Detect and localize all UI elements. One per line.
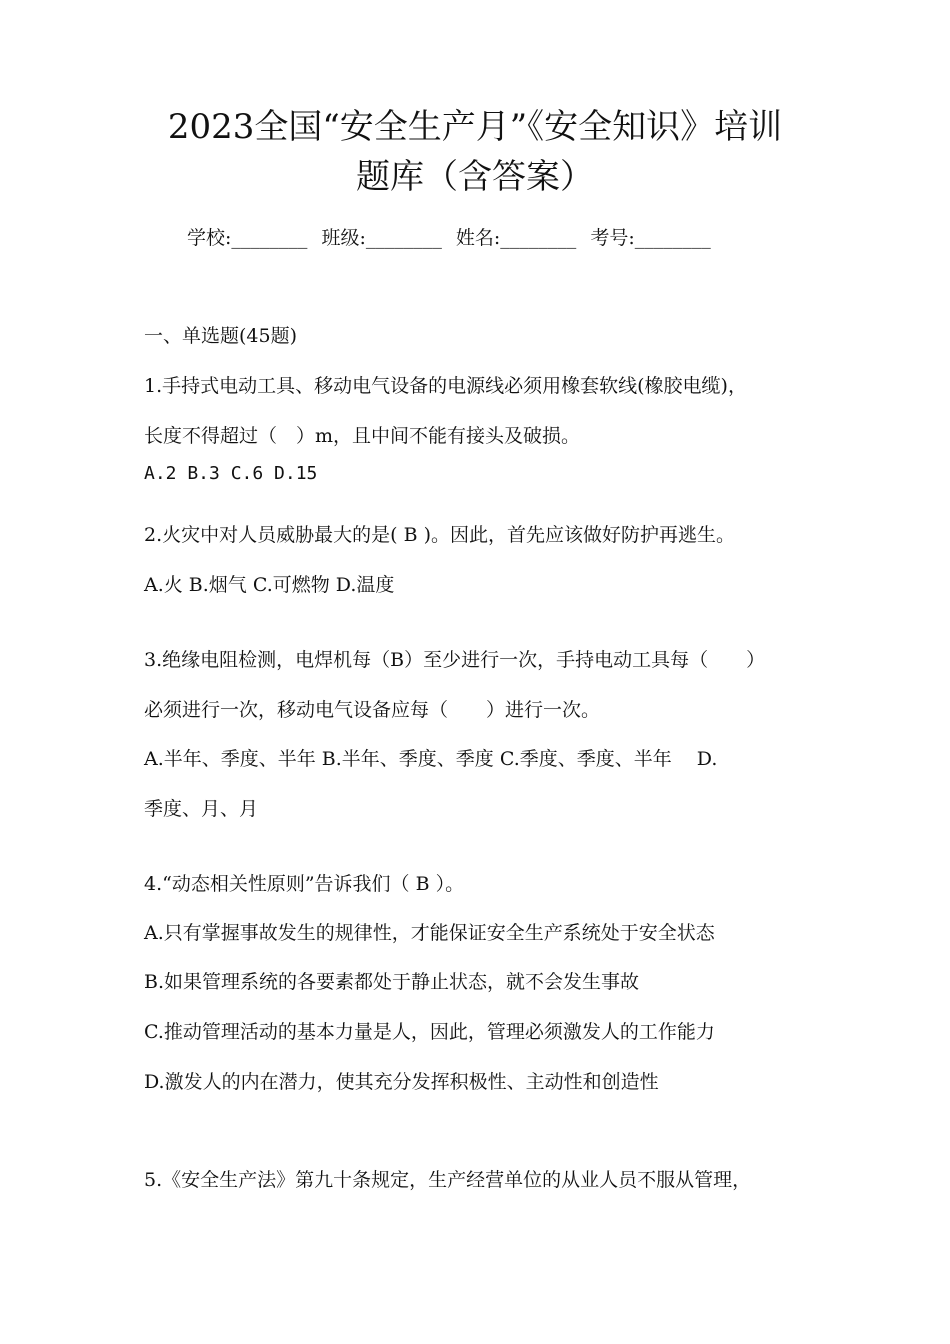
name-field: 姓名:________ bbox=[455, 227, 577, 249]
student-info-row bbox=[187, 224, 719, 252]
question-3-line-2: 必须进行一次，移动电气设备应每（ ）进行一次。 bbox=[144, 699, 601, 721]
question-4-option-a: A.只有掌握事故发生的规律性，才能保证安全生产系统处于安全状态 bbox=[144, 922, 715, 944]
question-4-line-1: 4.“动态相关性原则”告诉我们（ B ）。 bbox=[144, 873, 465, 895]
question-1-options: A.2 B.3 C.6 D.15 bbox=[144, 463, 318, 484]
exam-number-field: 考号:________ bbox=[590, 227, 711, 249]
question-3-options-line-2: 季度、月、月 bbox=[144, 798, 259, 820]
question-3-options-line-1: A.半年、季度、半年 B.半年、季度、季度 C.季度、季度、半年 D. bbox=[144, 748, 718, 770]
question-3-line-1: 3.绝缘电阻检测，电焊机每（B）至少进行一次，手持电动工具每（ ） bbox=[144, 649, 766, 671]
class-field: 班级:________ bbox=[321, 227, 442, 249]
document-title-line-2: 题库（含答案） bbox=[356, 157, 594, 197]
question-4-option-d: D.激发人的内在潜力，使其充分发挥积极性、主动性和创造性 bbox=[144, 1071, 659, 1093]
document-title-line-1: 2023全国“安全生产月”《安全知识》培训 bbox=[167, 107, 783, 147]
question-4-option-b: B.如果管理系统的各要素都处于静止状态，就不会发生事故 bbox=[144, 971, 640, 993]
question-2-line-1: 2.火灾中对人员威胁最大的是( B )。因此，首先应该做好防护再逃生。 bbox=[144, 524, 735, 546]
question-4-option-c: C.推动管理活动的基本力量是人，因此，管理必须激发人的工作能力 bbox=[144, 1021, 715, 1043]
question-1-line-1: 1.手持式电动工具、移动电气设备的电源线必须用橡套软线(橡胶电缆)， bbox=[144, 375, 747, 397]
school-field: 学校:________ bbox=[187, 227, 308, 249]
section-heading: 一、单选题(45题) bbox=[144, 325, 298, 347]
question-1-line-2: 长度不得超过（ ）m，且中间不能有接头及破损。 bbox=[144, 425, 581, 447]
question-2-options: A.火 B.烟气 C.可燃物 D.温度 bbox=[144, 574, 395, 596]
question-5-line-1: 5.《安全生产法》第九十条规定，生产经营单位的从业人员不服从管理， bbox=[144, 1169, 752, 1191]
